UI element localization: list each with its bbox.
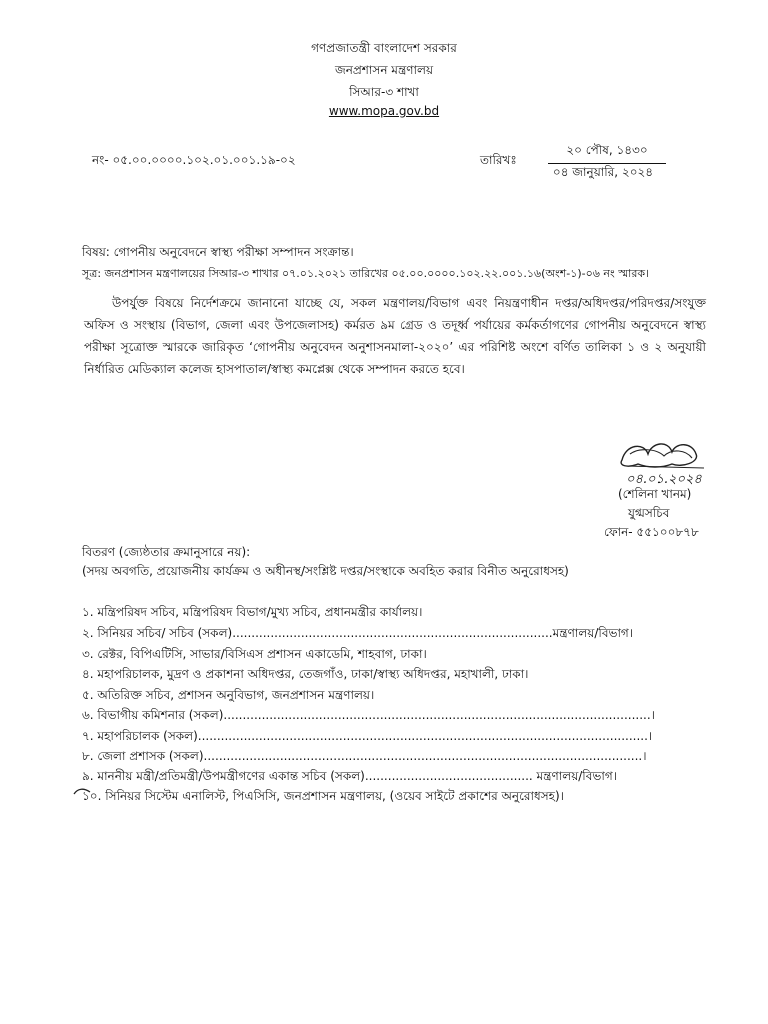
ministry-name: জনপ্রশাসন মন্ত্রণালয় bbox=[334, 63, 434, 77]
body-paragraph: উপর্যুক্ত বিষয়ে নির্দেশক্রমে জানানো যাচ্ছে যে, সকল মন্ত্রণালয়/বিভাগ এবং নিয়ন্ত্রণাধীন দপ্তর/অধিদপ্তর/পরিদপ্তর/সংযুক্ত অফিস ও সংস্থায় (বিভাগ, জেলা এবং উপজেলাসহ) কর্মরত ৯ম গ্রেড ও তদূর্ধ্ব পর্যায়ের কর্মকর্তাগণের গোপনীয় অনুবেদনে স্বাস্থ্য পরীক্ষা সূত্রোক্ত স্মারকে জারিকৃত ‘গোপনীয় অনুবেদন অনুশাসনমালা-২০২০’ এর পরিশিষ্ট অংশে বর্ণিত তালিকা ১ ও ২ অনুযায়ী নির্ধারিত মেডিক্যাল কলেজ হাসপাতাল/স্বাস্থ্য কমপ্লেক্স থেকে সম্পাদন করতে হবে। bbox=[84, 296, 706, 376]
distribution-item: ৯. মাননীয় মন্ত্রী/প্রতিমন্ত্রী/উপমন্ত্রীগণের একান্ত সচিব (সকল)............................................ মন্ত্রণালয়/বিভাগ। bbox=[82, 769, 617, 783]
distribution-note: (সদয় অবগতি, প্রয়োজনীয় কার্যক্রম ও অধীনস্থ/সংশ্লিষ্ট দপ্তর/সংস্থাকে অবহিত করার বিনীত অনুরোধসহ) bbox=[82, 564, 569, 578]
section-name: সিআর-৩ শাখা bbox=[349, 85, 419, 99]
distribution-item: ৬. বিভাগীয় কমিশনার (সকল)................................................................................................................। bbox=[82, 708, 655, 722]
distribution-item: ২. সিনিয়র সচিব/ সচিব (সকল)....................................................................................মন্ত্রণালয়/বিভাগ। bbox=[82, 626, 634, 640]
distribution-item: ১০. সিনিয়র সিস্টেম এনালিস্ট, পিএসিসি, জনপ্রশাসন মন্ত্রণালয়, (ওয়েব সাইটে প্রকাশের অনুরোধসহ)। bbox=[82, 789, 564, 803]
govt-title: গণপ্রজাতন্ত্রী বাংলাদেশ সরকার bbox=[311, 41, 457, 55]
distribution-heading: বিতরণ (জ্যেষ্ঠতার ক্রমানুসারে নয়): bbox=[82, 545, 251, 559]
signatory-name: (শেলিনা খানম) bbox=[618, 487, 692, 501]
website-link[interactable]: www.mopa.gov.bd bbox=[328, 104, 440, 118]
subject-line: বিষয়: গোপনীয় অনুবেদনে স্বাস্থ্য পরীক্ষা সম্পাদন সংক্রান্ত। bbox=[82, 245, 354, 259]
distribution-item: ৪. মহাপরিচালক, মুদ্রণ ও প্রকাশনা অধিদপ্তর, তেজগাঁও, ঢাকা/স্বাস্থ্য অধিদপ্তর, মহাখালী, ঢাকা। bbox=[82, 667, 529, 681]
signatory-designation: যুগ্মসচিব bbox=[628, 506, 670, 520]
memo-number: নং- ০৫.০০.০০০০.১০২.০১.০০১.১৯-০২ bbox=[92, 153, 296, 167]
handwritten-date: ০৪.০১.২০২৪ bbox=[626, 472, 702, 487]
date-label: তারিখঃ bbox=[480, 153, 517, 167]
pen-mark-icon bbox=[72, 784, 92, 800]
distribution-item: ৭. মহাপরিচালক (সকল)......................................................................................................................। bbox=[82, 729, 653, 743]
distribution-item: ৫. অতিরিক্ত সচিব, প্রশাসন অনুবিভাগ, জনপ্রশাসন মন্ত্রণালয়। bbox=[82, 688, 375, 702]
date-gregorian: ০৪ জানুয়ারি, ২০২৪ bbox=[552, 165, 654, 179]
distribution-item: ৩. রেক্টর, বিপিএটিসি, সাভার/বিসিএস প্রশাসন একাডেমি, শাহবাগ, ঢাকা। bbox=[82, 647, 427, 661]
signatory-phone: ফোন- ৫৫১০০৮৭৮ bbox=[604, 525, 699, 539]
reference-line: সূত্র: জনপ্রশাসন মন্ত্রণালয়ের সিআর-৩ শাখার ০৭.০১.২০২১ তারিখের ০৫.০০.০০০০.১০২.২২.০০১.১৬(অংশ-১)-০৬ নং স্মারক। bbox=[82, 267, 650, 280]
distribution-item: ৮. জেলা প্রশাসক (সকল)...................................................................................................................। bbox=[82, 749, 647, 763]
distribution-item: ১. মন্ত্রিপরিষদ সচিব, মন্ত্রিপরিষদ বিভাগ/মুখ্য সচিব, প্রধানমন্ত্রীর কার্যালয়। bbox=[82, 605, 423, 619]
date-bengali: ২০ পৌষ, ১৪৩০ bbox=[548, 142, 666, 164]
